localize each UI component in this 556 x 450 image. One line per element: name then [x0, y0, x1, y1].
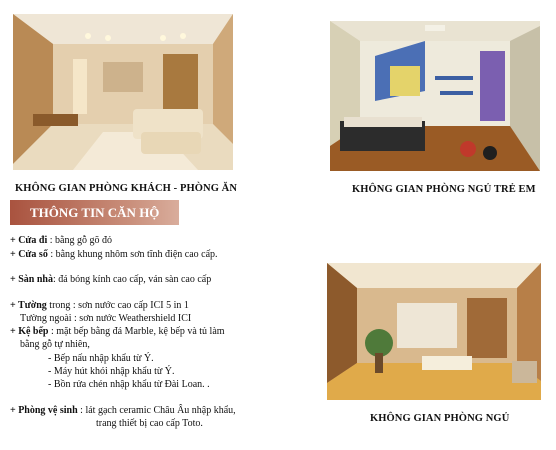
- living-room-caption: KHÔNG GIAN PHÒNG KHÁCH - PHÒNG ĂN: [15, 183, 238, 194]
- spec-window: [10, 249, 218, 261]
- spec-bath-cont: trang thiết bị cao cấp Toto.: [96, 418, 203, 429]
- spec-window-label: + Cửa sổ: [10, 249, 48, 260]
- spec-wall-label: + Tường: [10, 300, 47, 311]
- spec-kitchen: [10, 326, 225, 338]
- spec-kitchen-item: - Bồn rửa chén nhập khẩu từ Đài Loan. .: [48, 379, 210, 390]
- spec-floor: [10, 274, 211, 286]
- bedroom-caption: KHÔNG GIAN PHÒNG NGỦ: [370, 413, 510, 424]
- kids-bedroom-photo: [330, 21, 540, 171]
- spec-bath-label: + Phòng vệ sinh: [10, 405, 78, 416]
- spec-window-text: : bằng khung nhôm sơn tĩnh điện cao cấp.: [47, 249, 218, 260]
- spec-kitchen-label: + Kệ bếp: [10, 326, 49, 337]
- spec-kitchen-text: : mặt bếp bằng đá Marble, kệ bếp và tủ làm: [48, 326, 225, 337]
- spec-door-label: + Cửa đi: [10, 235, 48, 246]
- spec-kitchen-item: - Máy hút khói nhập khẩu từ Ý.: [48, 366, 175, 377]
- spec-wall: [10, 300, 189, 312]
- spec-kitchen-cont: bằng gỗ tự nhiên,: [20, 339, 90, 350]
- living-room-photo: [13, 14, 233, 170]
- bedroom-photo: [327, 263, 541, 400]
- spec-bath-text: : lát gạch ceramic Châu Âu nhập khẩu,: [77, 405, 236, 416]
- spec-floor-label: + Sàn nhà: [10, 274, 53, 285]
- spec-floor-text: : đá bóng kính cao cấp, ván sàn cao cấp: [52, 274, 212, 285]
- spec-kitchen-item: - Bếp nấu nhập khẩu từ Ý.: [48, 353, 154, 364]
- spec-wall-outside: Tường ngoài : sơn nước Weathershield ICI: [20, 313, 192, 324]
- apartment-info-banner: THÔNG TIN CĂN HỘ: [10, 200, 179, 225]
- spec-door: [10, 235, 112, 247]
- spec-door-text: : bằng gỗ gõ đỏ: [47, 235, 112, 246]
- kids-room-caption: KHÔNG GIAN PHÒNG NGỦ TRẺ EM: [352, 184, 536, 195]
- spec-bath: [10, 405, 236, 417]
- spec-wall-text: trong : sơn nước cao cấp ICI 5 in 1: [46, 300, 189, 311]
